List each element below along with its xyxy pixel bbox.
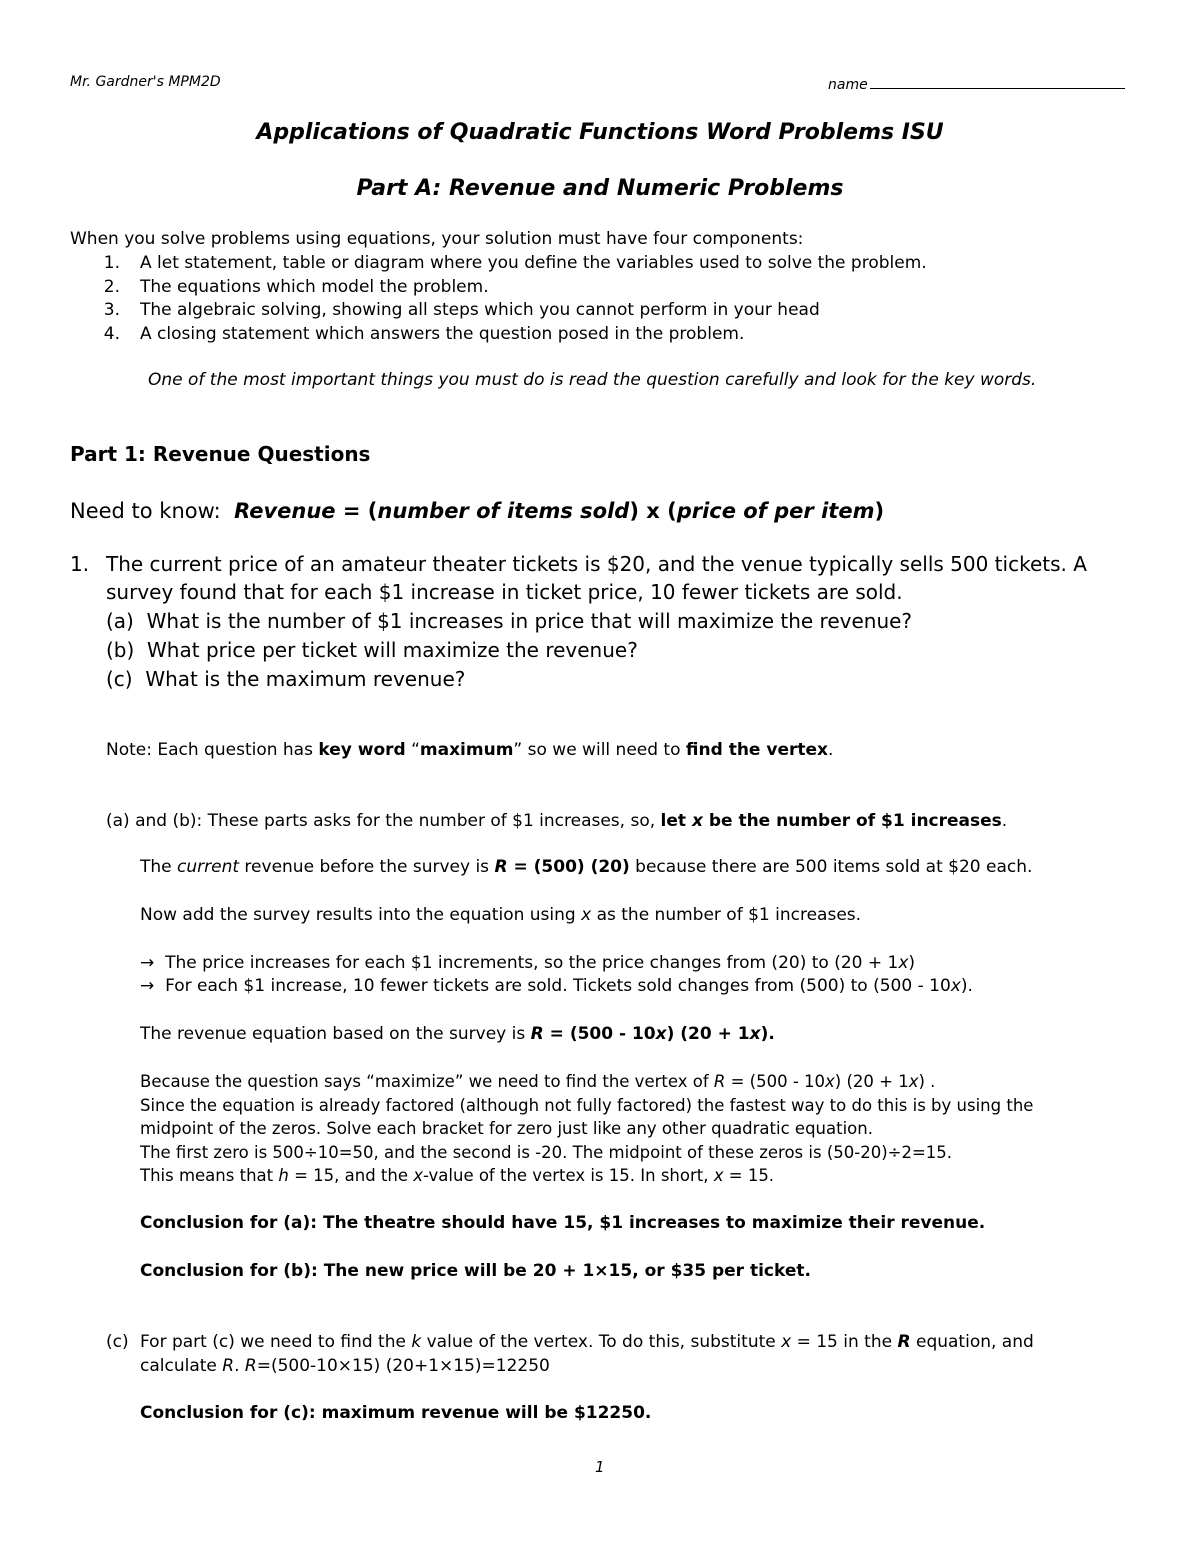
question-part-a: (a) What is the number of $1 increases in price that will maximize the revenue? <box>106 609 913 633</box>
vertex-explanation: Because the question says “maximize” we need to find the vertex of R = (500 - 10x) (20 + 1x) . Since the equation is already factored (although not fully factored) the fastest way to do this is by using the midpoint of the zeros. Solve each bracket for zero just like any other quadratic equation. The first zero is 500÷10=50, and the second is -20. The midpoint of these zeros is (50-20)÷2=15. This means that h = 15, and the x-value of the vertex is 15. In short, x = 15. <box>140 1072 1034 1185</box>
question-line: survey found that for each $1 increase in ticket price, 10 fewer tickets are sold. <box>106 580 903 604</box>
arrow-item: → The price increases for each $1 increments, so the price changes from (20) to (20 + 1x) <box>140 953 916 973</box>
course-header: Mr. Gardner's MPM2D <box>70 74 221 90</box>
conclusion-b: Conclusion for (b): The new price will be 20 + 1×15, or $35 per ticket. <box>140 1261 811 1281</box>
name-label: name <box>828 77 868 93</box>
conclusion-a: Conclusion for (a): The theatre should have 15, $1 increases to maximize their revenue. <box>140 1213 986 1233</box>
arrow-item: → For each $1 increase, 10 fewer tickets are sold. Tickets sold changes from (500) to (500 - 10x). <box>140 976 973 996</box>
part-c-line: For part (c) we need to find the k value of the vertex. To do this, substitute x = 15 in the R equation, and <box>140 1332 1034 1352</box>
page-title: Applications of Quadratic Functions Word Problems ISU <box>256 120 944 145</box>
question-line: The current price of an amateur theater tickets is $20, and the venue typically sells 500 tickets. A <box>106 552 1087 576</box>
note-text: Note: Each question has key word “maximum” so we will need to find the vertex. <box>106 740 834 760</box>
name-field <box>828 74 1125 93</box>
intro-text: When you solve problems using equations, your solution must have four components: <box>70 229 804 249</box>
part1-heading: Part 1: Revenue Questions <box>70 442 371 466</box>
part-c-line: calculate R. R=(500-10×15) (20+1×15)=12250 <box>140 1356 550 1376</box>
conclusion-c: Conclusion for (c): maximum revenue will be $12250. <box>140 1403 652 1423</box>
list-item: 1. A let statement, table or diagram where you define the variables used to solve the problem. <box>103 253 927 273</box>
ab-intro: (a) and (b): These parts asks for the number of $1 increases, so, let x be the number of $1 increases. <box>106 811 1008 831</box>
survey-results: Now add the survey results into the equation using x as the number of $1 increases. <box>140 905 862 925</box>
need-to-know: Need to know: Revenue = (number of items sold) x (price of per item) <box>70 499 885 523</box>
page-number: 1 <box>595 1458 605 1476</box>
question-part-c: (c) What is the maximum revenue? <box>106 667 466 691</box>
arrow-icon: → <box>140 953 155 973</box>
question-part-b: (b) What price per ticket will maximize the revenue? <box>106 638 638 662</box>
page-subtitle: Part A: Revenue and Numeric Problems <box>356 176 844 201</box>
list-item: 2. The equations which model the problem. <box>103 276 489 297</box>
list-item: 3. The algebraic solving, showing all steps which you cannot perform in your head <box>103 300 820 320</box>
components-list <box>70 253 970 347</box>
list-item: 4. A closing statement which answers the question posed in the problem. <box>103 323 745 344</box>
current-revenue: The current revenue before the survey is R = (500) (20) because there are 500 items sold at $20 each. <box>140 857 1033 877</box>
name-blank-line <box>870 74 1125 89</box>
question-number: 1. <box>70 552 90 576</box>
key-words-tip: One of the most important things you must do is read the question carefully and look for the key words. <box>148 370 1037 390</box>
revenue-equation: The revenue equation based on the survey is R = (500 - 10x) (20 + 1x). <box>140 1024 775 1044</box>
part-c-label: (c) <box>106 1332 129 1352</box>
arrow-icon: → <box>140 976 155 996</box>
